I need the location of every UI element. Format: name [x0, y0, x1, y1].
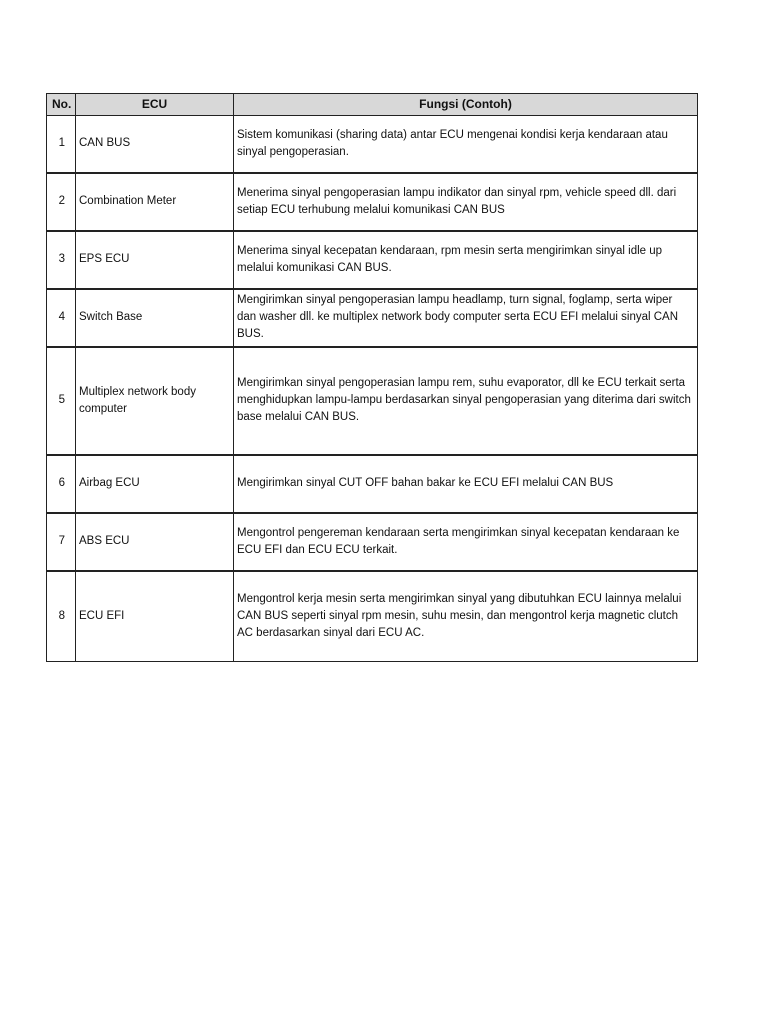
row-number: 8 [47, 571, 76, 662]
row-number: 1 [47, 116, 76, 173]
row-ecu: Combination Meter [76, 173, 234, 231]
table-row [47, 513, 698, 571]
ecu-function-table [46, 93, 698, 662]
table-row [47, 455, 698, 513]
row-fungsi: Mengirimkan sinyal pengoperasian lampu rem, suhu evaporator, dll ke ECU terkait serta menghidupkan lampu-lampu berdasarkan sinyal pengoperasian yang diterima dari switch base melalui CAN BUS. [234, 347, 698, 455]
row-number: 4 [47, 289, 76, 347]
row-number: 7 [47, 513, 76, 571]
table-row [47, 116, 698, 173]
table-row [47, 173, 698, 231]
row-number: 5 [47, 347, 76, 455]
row-number: 3 [47, 231, 76, 289]
header-ecu: ECU [76, 94, 234, 116]
table-row [47, 289, 698, 347]
row-fungsi: Menerima sinyal kecepatan kendaraan, rpm mesin serta mengirimkan sinyal idle up melalui komunikasi CAN BUS. [234, 231, 698, 289]
table-row [47, 571, 698, 662]
row-ecu: CAN BUS [76, 116, 234, 173]
row-ecu: Multiplex network body computer [76, 347, 234, 455]
table-row [47, 347, 698, 455]
table-row [47, 231, 698, 289]
header-no: No. [47, 94, 76, 116]
row-fungsi: Mengirimkan sinyal pengoperasian lampu headlamp, turn signal, foglamp, serta wiper dan washer dll. ke multiplex network body computer serta ECU EFI melalui sinyal CAN BUS. [234, 289, 698, 347]
row-fungsi: Mengirimkan sinyal CUT OFF bahan bakar ke ECU EFI melalui CAN BUS [234, 455, 698, 513]
row-ecu: ABS ECU [76, 513, 234, 571]
row-ecu: ECU EFI [76, 571, 234, 662]
row-fungsi: Menerima sinyal pengoperasian lampu indikator dan sinyal rpm, vehicle speed dll. dari setiap ECU terhubung melalui komunikasi CAN BUS [234, 173, 698, 231]
row-fungsi: Mengontrol kerja mesin serta mengirimkan sinyal yang dibutuhkan ECU lainnya melalui CAN BUS seperti sinyal rpm mesin, suhu mesin, dan mengontrol kerja magnetic clutch AC berdasarkan sinyal dari ECU AC. [234, 571, 698, 662]
row-number: 2 [47, 173, 76, 231]
header-fungsi: Fungsi (Contoh) [234, 94, 698, 116]
row-fungsi: Sistem komunikasi (sharing data) antar ECU mengenai kondisi kerja kendaraan atau sinyal pengoperasian. [234, 116, 698, 173]
row-ecu: Airbag ECU [76, 455, 234, 513]
row-number: 6 [47, 455, 76, 513]
row-ecu: Switch Base [76, 289, 234, 347]
row-ecu: EPS ECU [76, 231, 234, 289]
table-header-row [47, 94, 698, 116]
row-fungsi: Mengontrol pengereman kendaraan serta mengirimkan sinyal kecepatan kendaraan ke ECU EFI dan ECU ECU terkait. [234, 513, 698, 571]
ecu-function-table-container [46, 93, 697, 662]
